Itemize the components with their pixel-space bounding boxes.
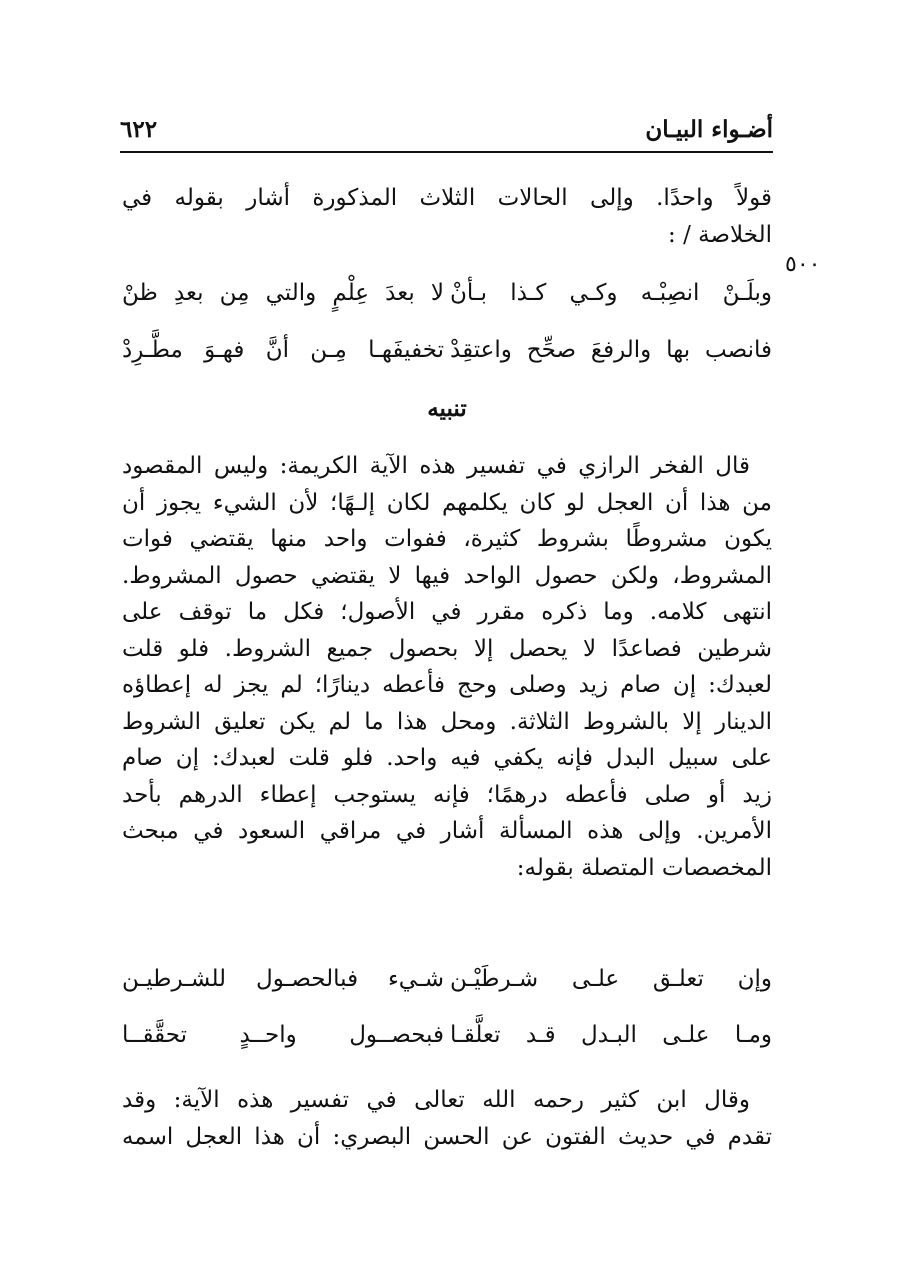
text-line: تقدم في حديث الفتون عن الحسن البصري: أن هذا العجل اسمه xyxy=(122,1123,772,1150)
text-line: قولاً واحدًا. وإلى الحالات الثلاث المذكورة أشار بقوله في xyxy=(122,185,772,211)
verse-second-hemistich: فبحصــول واحــدٍ تحقَّقــا xyxy=(122,1022,444,1048)
verse-first-hemistich: وبلَـنْ انصِبْـه وكـي كـذا بـأنْ xyxy=(450,280,772,306)
main-paragraph xyxy=(122,448,772,886)
verse-line xyxy=(122,280,772,318)
text-line: الخلاصة / : xyxy=(668,221,772,248)
running-header xyxy=(120,112,773,152)
verse-second-hemistich: شـيء فبالحصـول للشـرطيـن xyxy=(122,966,444,992)
verse-line xyxy=(122,966,772,1004)
text-line: من هذا أن العجل لو كان يكلمهم لكان إلـهًا؛ لأن الشيء يجوز أن xyxy=(122,489,772,516)
margin-volume-page-marker: ٥٠٠ xyxy=(785,252,821,277)
header-rule xyxy=(120,151,773,153)
text-line: شرطين فصاعدًا لا يحصل إلا بحصول جميع الشروط. فلو قلت xyxy=(122,635,772,662)
closing-paragraph xyxy=(122,1082,772,1155)
book-title: أضـواء البيـان xyxy=(645,116,773,143)
text-line: يكون مشروطًا بشروط كثيرة، ففوات واحد منها يقتضي فوات xyxy=(122,526,772,552)
text-line: قال الفخر الرازي في تفسير هذه الآية الكريمة: وليس المقصود xyxy=(122,453,750,479)
verse-line xyxy=(122,337,772,375)
verse-first-hemistich: وإن تعلـق علـى شـرطَيْـن xyxy=(450,966,772,992)
text-line: انتهى كلامه. وما ذكره مقرر في الأصول؛ فكل ما توقف على xyxy=(122,599,772,625)
text-line: على سبيل البدل فإنه يكفي فيه واحد. فلو قلت لعبدك: إن صام xyxy=(122,745,772,771)
verse-line xyxy=(122,1022,772,1060)
verse-first-hemistich: فانصب بها والرفعَ صحِّح واعتقِدْ xyxy=(450,337,772,363)
text-line: المخصصات المتصلة بقوله: xyxy=(516,854,772,881)
text-line: وقال ابن كثير رحمه الله تعالى في تفسير هذه الآية: وقد xyxy=(122,1087,750,1113)
text-line: لعبدك: إن صام زيد وصلى وحج فأعطه دينارًا؛ لم يجز له إعطاؤه xyxy=(122,672,772,698)
intro-paragraph xyxy=(122,180,772,253)
text-line: زيد أو صلى فأعطه درهمًا؛ فإنه يستوجب إعطاء الدرهم بأحد xyxy=(122,781,772,808)
page-number: ٦٢٢ xyxy=(120,116,158,143)
text-line: المشروط، ولكن حصول الواحد فيها لا يقتضي حصول المشروط. xyxy=(122,562,772,589)
section-heading: تنبيه xyxy=(427,395,467,422)
verse-second-hemistich: لا بعدَ عِلْمٍ والتي مِن بعدِ ظنْ xyxy=(122,280,444,306)
text-line: الدينار إلا بالشروط الثلاثة. ومحل هذا ما لم يكن تعليق الشروط xyxy=(122,708,772,735)
verse-second-hemistich: تخفيفَهـا مِـن أنَّ فهـوَ مطَّـرِدْ xyxy=(122,337,444,363)
verse-first-hemistich: ومـا علـى البـدل قـد تعلَّقـا xyxy=(450,1022,772,1048)
text-line: الأمرين. وإلى هذه المسألة أشار في مراقي السعود في مبحث xyxy=(122,818,772,844)
